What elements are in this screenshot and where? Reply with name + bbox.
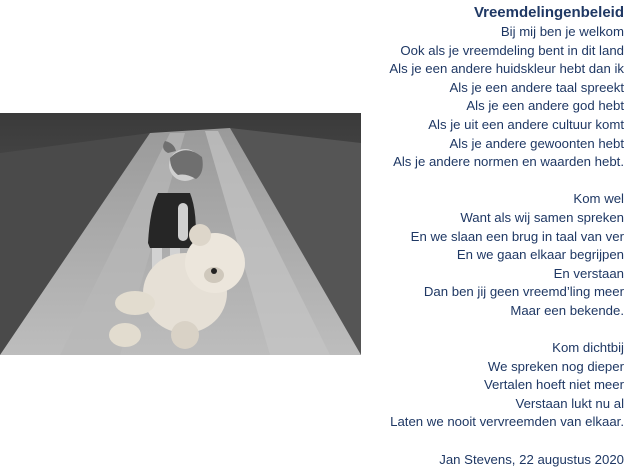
poem-line: Kom wel	[573, 191, 624, 207]
poem-line: Laten we nooit vervreemden van elkaar.	[390, 414, 624, 430]
poem-line: En we slaan een brug in taal van ver	[410, 228, 624, 244]
poem-signature: Jan Stevens, 22 augustus 2020	[439, 451, 624, 467]
poem-line: Kom dichtbij	[552, 340, 624, 356]
teddy-bear-arm	[115, 291, 155, 315]
poem-line: Als je een andere taal spreekt	[449, 79, 624, 95]
poem-line: Bij mij ben je welkom	[500, 24, 624, 39]
poem-line: Vertalen hoeft niet meer	[483, 377, 624, 393]
stanza-gap	[324, 172, 624, 191]
poem-line: We spreken nog dieper	[487, 358, 624, 374]
photo-girl-with-teddy-bear	[0, 113, 361, 355]
poem-title: Vreemdelingenbeleid	[473, 4, 624, 21]
poem-line: Als je andere normen en waarden hebt.	[393, 154, 624, 170]
stanza-gap	[324, 321, 624, 340]
teddy-bear-leg-right	[171, 321, 199, 349]
poem-line: En we gaan elkaar begrijpen	[456, 247, 624, 263]
poem-line: Verstaan lukt nu al	[515, 395, 624, 411]
teddy-bear-nose	[211, 268, 217, 274]
poem-line: Als je uit een andere cultuur komt	[428, 116, 624, 132]
poem-line: Ook als je vreemdeling bent in dit land	[400, 42, 624, 58]
poem-line: Maar een bekende.	[510, 302, 624, 318]
poem-line: Als je een andere god hebt	[466, 98, 624, 114]
girl-shirt	[148, 193, 196, 248]
poem-line: En verstaan	[553, 265, 624, 281]
teddy-bear-ear	[189, 224, 211, 246]
poem-line: Als je andere gewoonten hebt	[449, 135, 624, 151]
teddy-bear-leg-left	[109, 323, 141, 347]
girl-arm	[178, 203, 188, 241]
poem-line: Want als wij samen spreken	[460, 209, 624, 225]
poem-block	[324, 3, 624, 469]
poem-line: Dan ben jij geen vreemd’ling meer	[423, 284, 624, 300]
photo-illustration	[0, 113, 361, 355]
poem-line: Als je een andere huidskleur hebt dan ik	[389, 61, 624, 77]
